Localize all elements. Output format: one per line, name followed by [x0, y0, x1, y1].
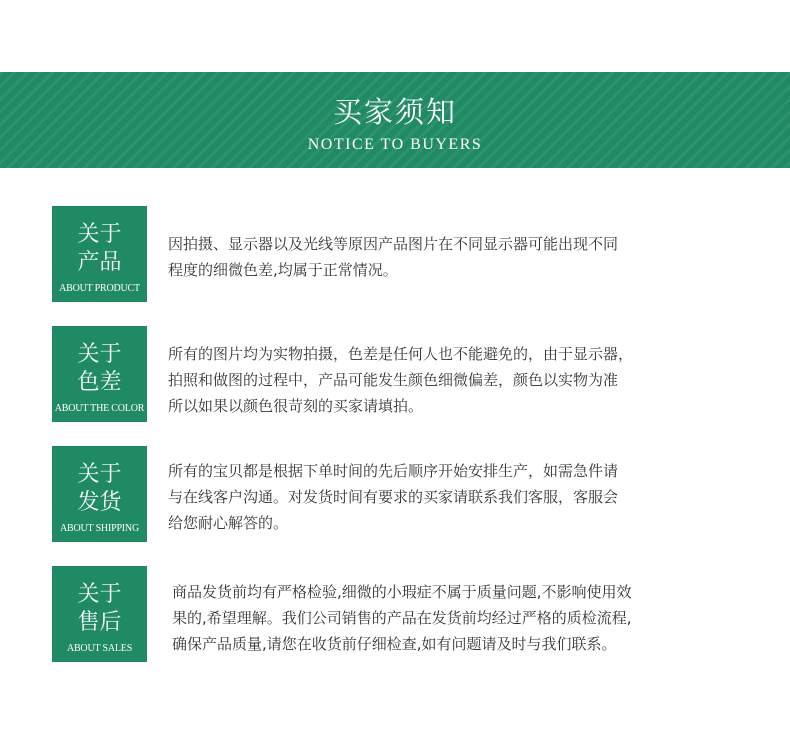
badge-title-line1: 关于	[77, 582, 122, 607]
text-line: 所有的宝贝都是根据下单时间的先后顺序开始安排生产，如需急件请	[168, 462, 619, 480]
section-badge	[52, 566, 147, 662]
badge-title-line2: 产品	[77, 250, 122, 275]
section-text	[168, 341, 748, 419]
badge-title-line2: 发货	[77, 490, 122, 515]
badge-title-en: ABOUT PRODUCT	[59, 283, 140, 294]
section-badge	[52, 446, 147, 542]
text-line: 程度的细微色差,均属于正常情况。	[168, 261, 398, 279]
text-line: 拍照和做图的过程中，产品可能发生颜色细微偏差，颜色以实物为准	[168, 371, 619, 389]
section-color	[0, 326, 790, 422]
badge-title-en: ABOUT THE COLOR	[54, 403, 145, 414]
badge-title-en: ABOUT SALES	[66, 643, 133, 654]
header-banner	[0, 72, 790, 168]
section-badge	[52, 206, 147, 302]
text-line: 所有的图片均为实物拍摄，色差是任何人也不能避免的，由于显示器，	[168, 345, 634, 363]
section-badge	[52, 326, 147, 422]
badge-title-line1: 关于	[77, 342, 122, 367]
badge-title-en: ABOUT SHIPPING	[60, 523, 139, 534]
text-line: 因拍摄、显示器以及光线等原因产品图片在不同显示器可能出现不同	[168, 235, 619, 253]
page-subtitle: NOTICE TO BUYERS	[307, 136, 483, 153]
text-line: 果的,希望理解。我们公司销售的产品在发货前均经过严格的质检流程,	[172, 609, 632, 627]
badge-title-line2: 售后	[77, 610, 122, 635]
text-line: 与在线客户沟通。对发货时间有要求的买家请联系我们客服，客服会	[168, 488, 619, 506]
section-product	[0, 206, 790, 302]
section-text	[168, 458, 748, 536]
badge-title-line1: 关于	[77, 462, 122, 487]
section-shipping	[0, 446, 790, 542]
section-text	[172, 579, 752, 657]
page-title: 买家须知	[332, 95, 457, 129]
text-line: 商品发货前均有严格检验,细微的小瑕症不属于质量问题,不影响使用效	[172, 583, 632, 601]
badge-title-line2: 色差	[77, 370, 122, 395]
text-line: 确保产品质量,请您在收货前仔细检查,如有问题请及时与我们联系。	[172, 635, 617, 653]
section-text	[168, 231, 748, 283]
text-line: 所以如果以颜色很苛刻的买家请填拍。	[168, 397, 424, 415]
section-sales	[0, 566, 790, 662]
badge-title-line1: 关于	[77, 222, 122, 247]
text-line: 给您耐心解答的。	[168, 514, 289, 532]
